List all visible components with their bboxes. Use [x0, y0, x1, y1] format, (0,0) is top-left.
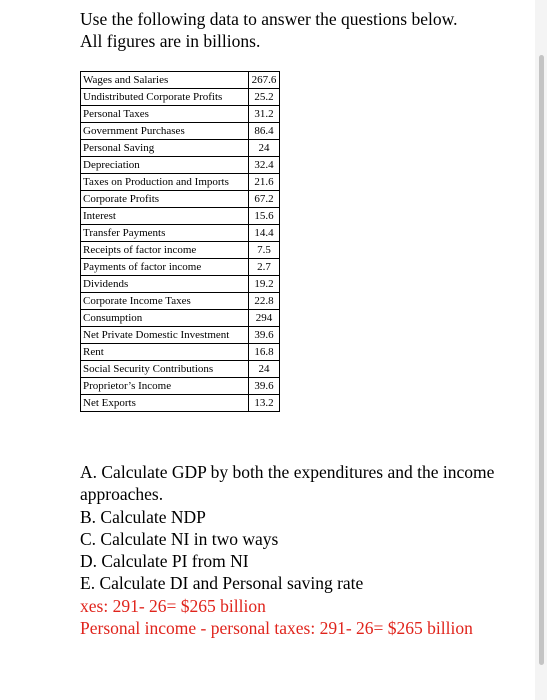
row-label: Corporate Profits	[81, 191, 249, 208]
table-row	[81, 140, 280, 157]
row-label: Net Exports	[81, 395, 249, 412]
row-value: 32.4	[249, 157, 280, 174]
scrollbar-thumb[interactable]	[539, 55, 544, 665]
table-row	[81, 395, 280, 412]
table-row	[81, 72, 280, 89]
row-label: Dividends	[81, 276, 249, 293]
data-table	[80, 71, 280, 412]
row-label: Taxes on Production and Imports	[81, 174, 249, 191]
row-label: Government Purchases	[81, 123, 249, 140]
table-row	[81, 106, 280, 123]
row-label: Payments of factor income	[81, 259, 249, 276]
row-value: 21.6	[249, 174, 280, 191]
row-label: Depreciation	[81, 157, 249, 174]
table-row	[81, 174, 280, 191]
row-label: Personal Taxes	[81, 106, 249, 123]
table-row	[81, 344, 280, 361]
row-value: 39.6	[249, 327, 280, 344]
table-row	[81, 378, 280, 395]
row-value: 294	[249, 310, 280, 327]
intro-text: Use the following data to answer the questions below. All figures are in billions.	[80, 9, 458, 51]
answer-line-1: xes: 291- 26= $265 billion	[80, 595, 266, 616]
question-c: C. Calculate NI in two ways	[80, 528, 279, 549]
table-row	[81, 225, 280, 242]
table-row	[81, 259, 280, 276]
row-label: Undistributed Corporate Profits	[81, 89, 249, 106]
table-row	[81, 123, 280, 140]
question-d: D. Calculate PI from NI	[80, 551, 249, 572]
row-label: Receipts of factor income	[81, 242, 249, 259]
row-label: Social Security Contributions	[81, 361, 249, 378]
row-label: Wages and Salaries	[81, 72, 249, 89]
row-value: 16.8	[249, 344, 280, 361]
row-value: 39.6	[249, 378, 280, 395]
table-row	[81, 242, 280, 259]
table-row	[81, 293, 280, 310]
row-label: Rent	[81, 344, 249, 361]
row-value: 24	[249, 361, 280, 378]
table-row	[81, 310, 280, 327]
row-value: 24	[249, 140, 280, 157]
table-row	[81, 361, 280, 378]
row-value: 19.2	[249, 276, 280, 293]
row-label: Net Private Domestic Investment	[81, 327, 249, 344]
row-value: 86.4	[249, 123, 280, 140]
row-label: Proprietor’s Income	[81, 378, 249, 395]
row-value: 15.6	[249, 208, 280, 225]
row-label: Corporate Income Taxes	[81, 293, 249, 310]
table-row	[81, 208, 280, 225]
question-b: B. Calculate NDP	[80, 506, 206, 527]
question-a: A. Calculate GDP by both the expenditures and the income approaches.	[80, 462, 495, 505]
table-row	[81, 191, 280, 208]
questions-section	[80, 461, 500, 639]
row-value: 2.7	[249, 259, 280, 276]
row-label: Consumption	[81, 310, 249, 327]
table-row	[81, 157, 280, 174]
row-label: Interest	[81, 208, 249, 225]
row-value: 25.2	[249, 89, 280, 106]
row-value: 267.6	[249, 72, 280, 89]
row-value: 7.5	[249, 242, 280, 259]
row-label: Personal Saving	[81, 140, 249, 157]
question-e: E. Calculate DI and Personal saving rate	[80, 573, 364, 594]
row-value: 14.4	[249, 225, 280, 242]
row-value: 67.2	[249, 191, 280, 208]
row-value: 22.8	[249, 293, 280, 310]
row-label: Transfer Payments	[81, 225, 249, 242]
scrollbar-track[interactable]	[535, 0, 547, 700]
table-row	[81, 89, 280, 106]
row-value: 31.2	[249, 106, 280, 123]
answer-line-2: Personal income - personal taxes: 291- 26= $265 billion	[80, 618, 473, 639]
row-value: 13.2	[249, 395, 280, 412]
table-row	[81, 327, 280, 344]
table-row	[81, 276, 280, 293]
